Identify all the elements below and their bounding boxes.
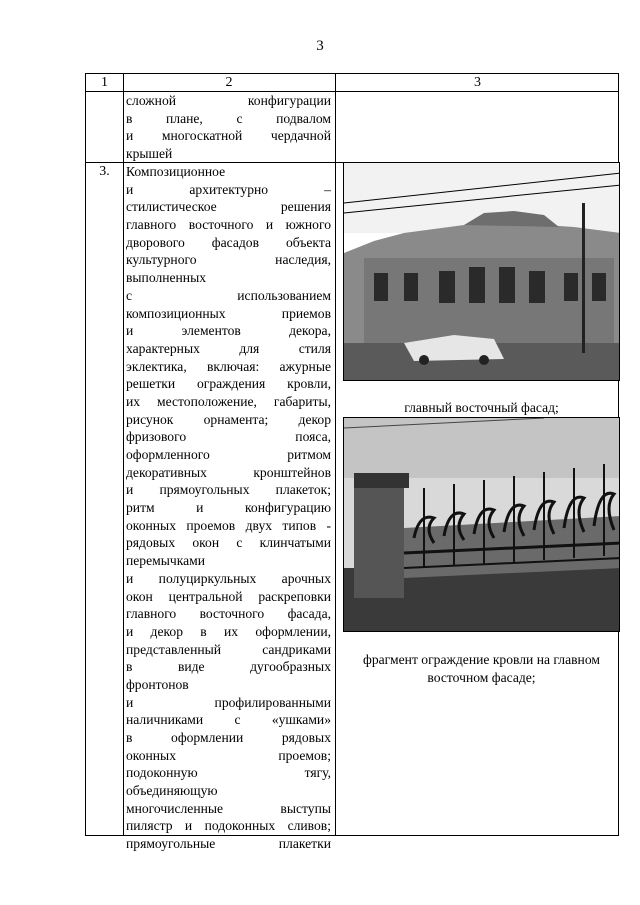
- text-line: перемычками: [126, 553, 206, 569]
- text-line: пилястр и подоконных сливов;: [126, 818, 331, 834]
- row3-description: [126, 163, 331, 853]
- text-line: рисунок орнамента; декор: [126, 411, 331, 427]
- text-line: многочисленные выступы: [126, 800, 331, 816]
- text-line: и архитектурно –: [126, 181, 331, 197]
- text-line: Композиционное: [126, 164, 226, 179]
- text-line: культурного наследия,: [126, 252, 331, 268]
- header-col-2: 2: [225, 75, 233, 90]
- caption-line: восточном фасаде;: [427, 670, 536, 685]
- text-line: рядовых окон с клинчатыми: [126, 535, 331, 551]
- text-line: в плане, с подвалом: [126, 110, 331, 126]
- text-line: решетки ограждения кровли,: [126, 376, 331, 392]
- text-line: подоконную тягу,: [126, 765, 331, 781]
- text-line: их местоположение, габариты,: [126, 393, 331, 409]
- text-line: оконных проемов;: [126, 747, 331, 763]
- text-line: декоративных кронштейнов: [126, 464, 331, 480]
- text-line: оконных проемов двух типов -: [126, 517, 331, 533]
- text-line: главного восточного фасада,: [126, 606, 331, 622]
- text-line: характерных для стиля: [126, 340, 331, 356]
- text-line: выполненных: [126, 270, 207, 286]
- text-line: эклектика, включая: ажурные: [126, 358, 331, 374]
- text-line: сложной конфигурации: [126, 93, 331, 108]
- text-line: и полуциркульных арочных: [126, 570, 331, 586]
- column-divider: [123, 74, 124, 835]
- text-line: фронтонов: [126, 676, 189, 692]
- text-line: в виде дугообразных: [126, 659, 331, 675]
- prev-row-text: [126, 92, 331, 163]
- text-line: и элементов декора,: [126, 323, 331, 339]
- roof-railing-image: [344, 418, 620, 632]
- text-line: и прямоугольных плакеток;: [126, 482, 331, 498]
- text-line: и профилированными: [126, 694, 331, 710]
- east-facade-caption: главный восточный фасад;: [404, 400, 559, 415]
- text-line: и декор в их оформлении,: [126, 623, 331, 639]
- text-line: прямоугольные плакетки: [126, 836, 331, 852]
- east-facade-photo: [343, 162, 620, 381]
- text-line: фризового пояса,: [126, 429, 331, 445]
- header-col-1: 1: [101, 75, 108, 90]
- text-line: наличниками с «ушками»: [126, 712, 331, 728]
- table: [85, 73, 619, 852]
- text-line: ритм и конфигурацию: [126, 500, 331, 516]
- row-number: 3.: [99, 164, 110, 179]
- roof-railing-caption: [343, 651, 620, 687]
- text-line: в оформлении рядовых: [126, 730, 331, 745]
- column-divider: [335, 74, 336, 835]
- caption-line: фрагмент ограждение кровли на главном: [363, 652, 600, 667]
- text-line: с использованием: [126, 287, 331, 303]
- text-line: окон центральной раскреповки: [126, 588, 331, 604]
- text-line: представленный сандриками: [126, 641, 331, 657]
- text-line: композиционных приемов: [126, 305, 331, 321]
- roof-railing-photo: [343, 417, 620, 632]
- page-number: 3: [316, 38, 324, 54]
- header-col-3: 3: [474, 75, 481, 90]
- text-line: дворового фасадов объекта: [126, 234, 331, 250]
- text-line: главного восточного и южного: [126, 217, 331, 233]
- text-line: оформленного ритмом: [126, 447, 331, 462]
- text-line: стилистическое решения: [126, 199, 331, 215]
- text-line: крышей: [126, 146, 173, 162]
- east-facade-image: [344, 163, 620, 381]
- text-line: объединяющую: [126, 783, 218, 799]
- text-line: и многоскатной чердачной: [126, 128, 331, 144]
